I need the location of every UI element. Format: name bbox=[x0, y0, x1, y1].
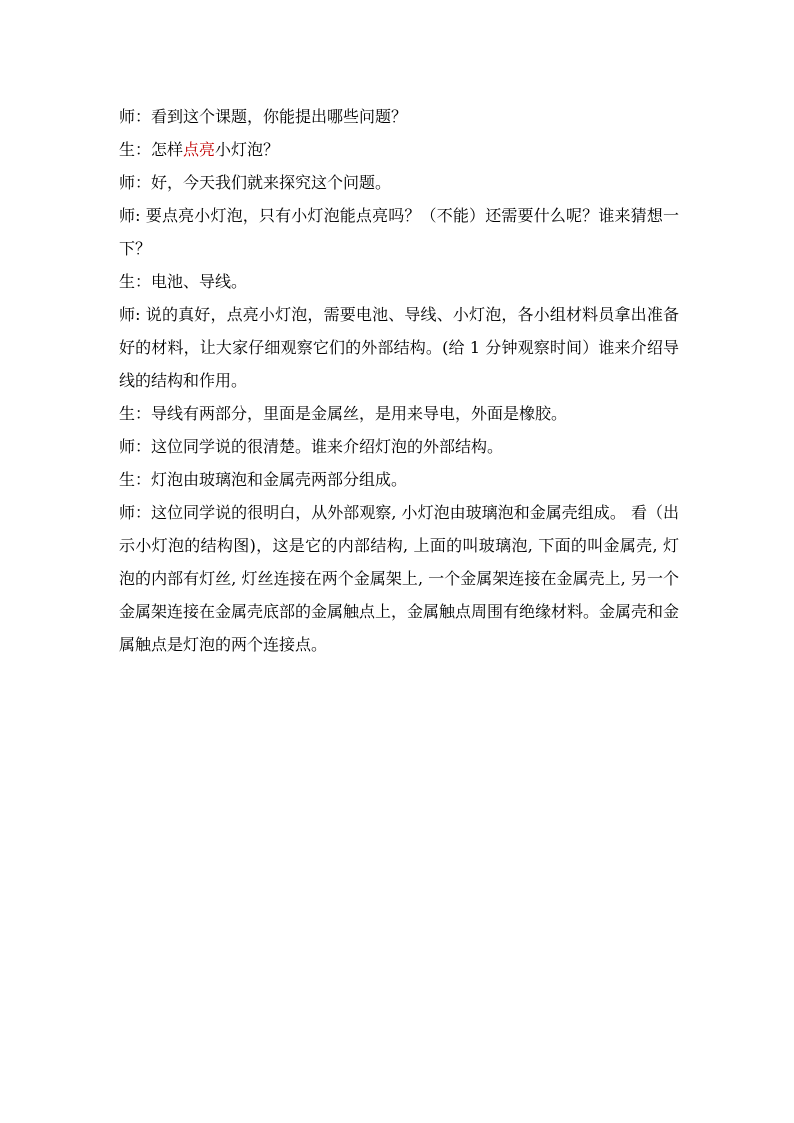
paragraph-2-before: 生：怎样 bbox=[119, 140, 184, 159]
paragraph-10: 师：这位同学说的很明白，从外部观察, 小灯泡由玻璃泡和金属壳组成。 看（出示小灯泡的结构图)，这是它的内部结构, 上面的叫玻璃泡, 下面的叫金属壳, 灯泡的内部有灯丝, 灯丝连接在两个金属架上, 一个金属架连接在金属壳上, 另一个金属架连接在金属壳底部的金属触点上，金属触点周围有绝缘材料。金属壳和金属触点是灯泡的两个连接点。 bbox=[119, 503, 680, 654]
paragraph-4: 师: 要点亮小灯泡，只有小灯泡能点亮吗？（不能）还需要什么呢？谁来猜想一下？ bbox=[119, 206, 679, 258]
highlighted-word: 点亮 bbox=[183, 140, 216, 159]
paragraph-7: 生：导线有两部分，里面是金属丝，是用来导电，外面是橡胶。 bbox=[119, 404, 568, 423]
paragraph-2 bbox=[119, 133, 679, 166]
paragraph-3: 师：好，今天我们就来探究这个问题。 bbox=[119, 173, 392, 192]
paragraph-9: 生：灯泡由玻璃泡和金属壳两部分组成。 bbox=[119, 470, 408, 489]
paragraph-1: 师：看到这个课题，你能提出哪些问题？ bbox=[119, 107, 408, 126]
paragraph-5: 生：电池、导线。 bbox=[119, 272, 248, 291]
paragraph-6: 师: 说的真好，点亮小灯泡，需要电池、导线、小灯泡，各小组材料员拿出准备好的材料，让大家仔细观察它们的外部结构。(给 1 分钟观察时间）谁来介绍导线的结构和作用。 bbox=[119, 305, 679, 390]
paragraph-8: 师：这位同学说的很清楚。谁来介绍灯泡的外部结构。 bbox=[119, 437, 504, 456]
paragraph-2-after: 小灯泡？ bbox=[215, 140, 280, 159]
document-body bbox=[119, 100, 679, 661]
